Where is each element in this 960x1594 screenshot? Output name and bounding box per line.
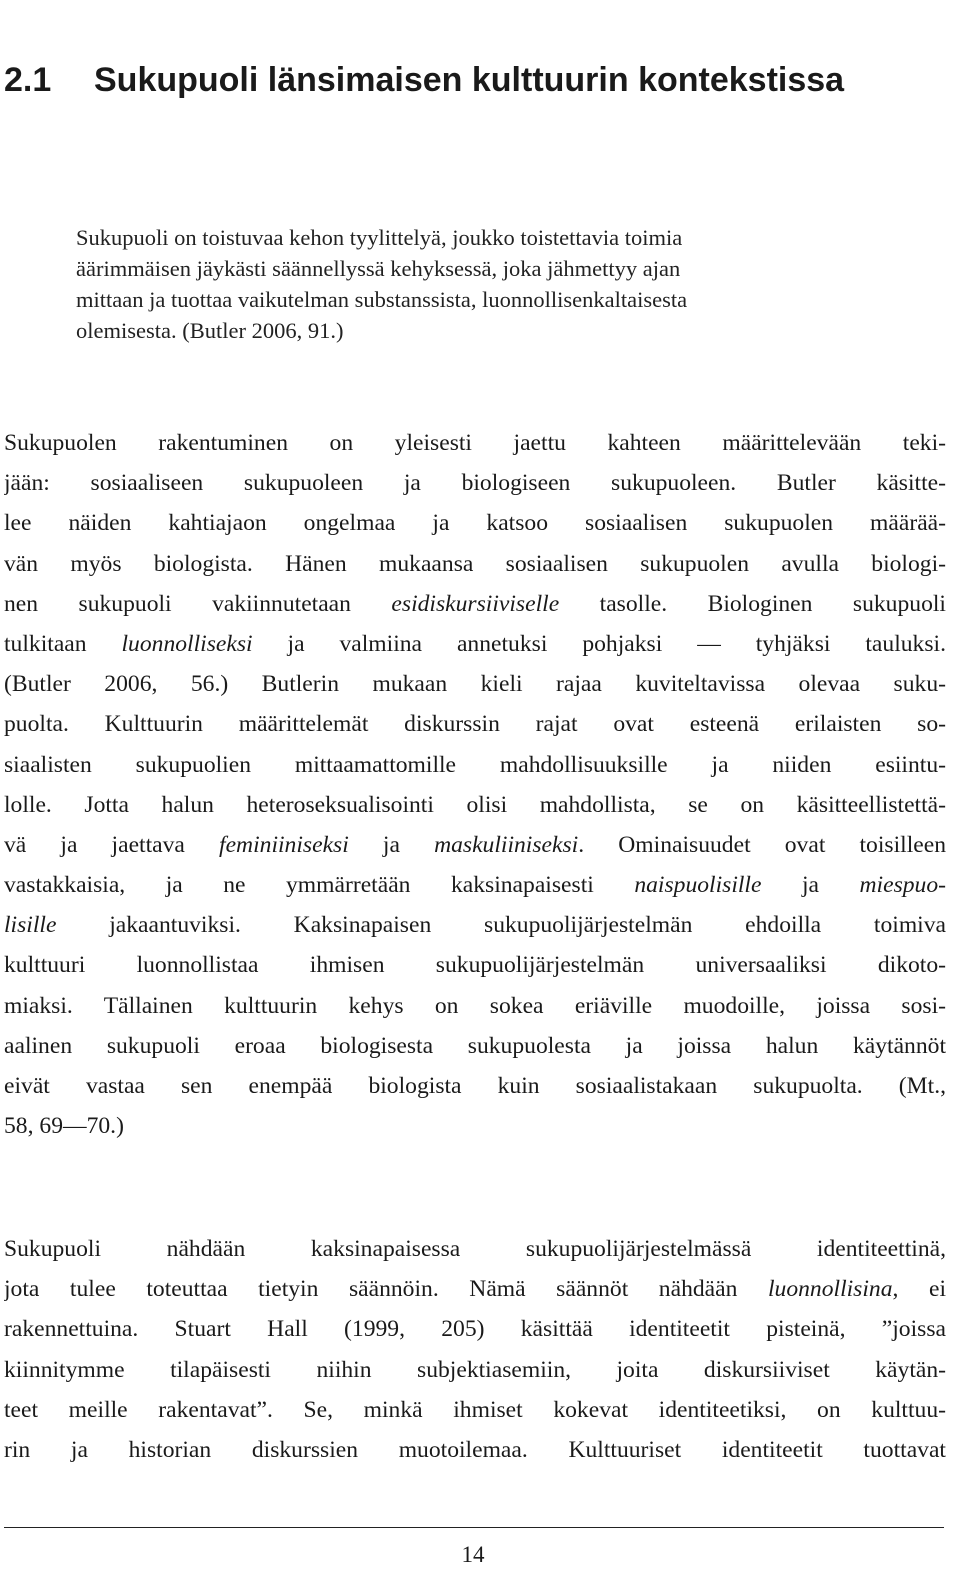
paragraph-line: Sukupuoli nähdään kaksinapaisessa sukupuolijärjestelmässä identiteettinä, — [4, 1236, 946, 1262]
section-number: 2.1 — [4, 61, 52, 99]
paragraph-line: aalinen sukupuoli eroaa biologisesta sukupuolesta ja joissa halun käytännöt — [4, 1032, 946, 1059]
paragraph-line — [4, 624, 946, 664]
paragraph-line — [4, 584, 946, 624]
block-quote — [76, 222, 956, 346]
page-number: 14 — [461, 1542, 485, 1567]
paragraph-line: kiinnitymme tilapäisesti niihin subjektiasemiin, joita diskursiiviset käytän- — [4, 1356, 946, 1383]
text-run: jota tulee toteuttaa tietyin säännöin. Nämä säännöt nähdään — [4, 1276, 768, 1303]
footer-divider — [4, 1527, 944, 1528]
text-run: ja valmiina annetuksi pohjaksi — tyhjäksi tauluksi. — [252, 630, 946, 657]
text-run: jakaantuviksi. Kaksinapaisen sukupuolijärjestelmän ehdoilla toimiva — [56, 912, 946, 939]
section-title: Sukupuoli länsimaisen kulttuurin kontekstissa — [94, 61, 845, 99]
text-run: vä ja jaettava — [4, 831, 220, 858]
paragraph-line: eivät vastaa sen enempää biologista kuin sosiaalistakaan sukupuolta. (Mt., — [4, 1073, 946, 1099]
text-run: , ei — [892, 1276, 946, 1303]
emphasis-term: luonnollisina — [767, 1276, 893, 1303]
quote-line: äärimmäisen jäykästi säännellyssä kehyksessä, joka jähmettyy ajan — [76, 256, 681, 281]
text-run: ja — [348, 831, 435, 858]
quote-line: mittaan ja tuottaa vaikutelman substanssista, luonnollisenkaltaisesta — [76, 287, 688, 312]
text-run: tasolle. Biologinen sukupuoli — [559, 590, 946, 617]
emphasis-term: lisille — [4, 912, 57, 939]
emphasis-term: maskuliiniseksi — [434, 831, 579, 858]
paragraph-line — [4, 905, 946, 945]
text-run: vastakkaisia, ja ne ymmärretään kaksinapaisesti — [4, 872, 635, 899]
paragraph-line — [4, 865, 946, 905]
paragraph-line: rin ja historian diskurssien muotoilemaa. Kulttuuriset identiteetit tuottavat — [4, 1436, 946, 1463]
paragraph-2 — [4, 1229, 946, 1470]
paragraph-line: lolle. Jotta halun heteroseksualisointi olisi mahdollista, se on käsitteellistettä- — [4, 791, 946, 818]
quote-line: Sukupuoli on toistuvaa kehon tyylittelyä, joukko toistettavia toimia — [76, 225, 683, 250]
text-run: ja — [761, 872, 860, 899]
paragraph-line: kulttuuri luonnollistaa ihmisen sukupuolijärjestelmän universaaliksi dikoto- — [4, 952, 946, 979]
quote-line: olemisesta. (Butler 2006, 91.) — [76, 318, 344, 343]
paragraph-line: vän myös biologista. Hänen mukaansa sosiaalisen sukupuolen avulla biologi- — [4, 550, 946, 577]
text-run: nen sukupuoli vakiinnutetaan — [4, 590, 392, 617]
paragraph-line: puolta. Kulttuurin määrittelemät diskurssin rajat ovat esteenä erilaisten so- — [4, 711, 946, 738]
text-run: tulkitaan — [4, 630, 122, 657]
paragraph-1 — [4, 423, 946, 1146]
paragraph-line: lee näiden kahtiajaon ongelmaa ja katsoo sosiaalisen sukupuolen määrää- — [4, 510, 946, 537]
paragraph-line — [4, 1269, 946, 1309]
paragraph-line: (Butler 2006, 56.) Butlerin mukaan kieli rajaa kuviteltavissa olevaa suku- — [4, 671, 946, 698]
paragraph-line — [4, 825, 946, 865]
paragraph-line: 58, 69—70.) — [4, 1113, 124, 1140]
paragraph-line: rakennettuina. Stuart Hall (1999, 205) käsittää identiteetit pisteinä, ”joissa — [4, 1316, 946, 1343]
emphasis-term: feminiiniseksi — [219, 831, 349, 858]
paragraph-line: Sukupuolen rakentuminen on yleisesti jaettu kahteen määrittelevään teki- — [4, 430, 946, 456]
emphasis-term: miespuo- — [859, 872, 946, 899]
paragraph-line: miaksi. Tällainen kulttuurin kehys on sokea eriäville muodoille, joissa sosi- — [4, 992, 946, 1019]
emphasis-term: luonnolliseksi — [121, 630, 253, 657]
paragraph-line: siaalisten sukupuolien mittaamattomille mahdollisuuksille ja niiden esiintu- — [4, 751, 946, 778]
section-heading — [4, 58, 954, 102]
text-run: . Ominaisuudet ovat toisilleen — [578, 831, 946, 858]
emphasis-term: esidiskursiiviselle — [391, 590, 560, 617]
paragraph-line: teet meille rakentavat”. Se, minkä ihmiset kokevat identiteetiksi, on kulttuu- — [4, 1396, 946, 1423]
emphasis-term: naispuolisille — [634, 872, 762, 899]
paragraph-line: jään: sosiaaliseen sukupuoleen ja biologiseen sukupuoleen. Butler käsitte- — [4, 470, 946, 497]
